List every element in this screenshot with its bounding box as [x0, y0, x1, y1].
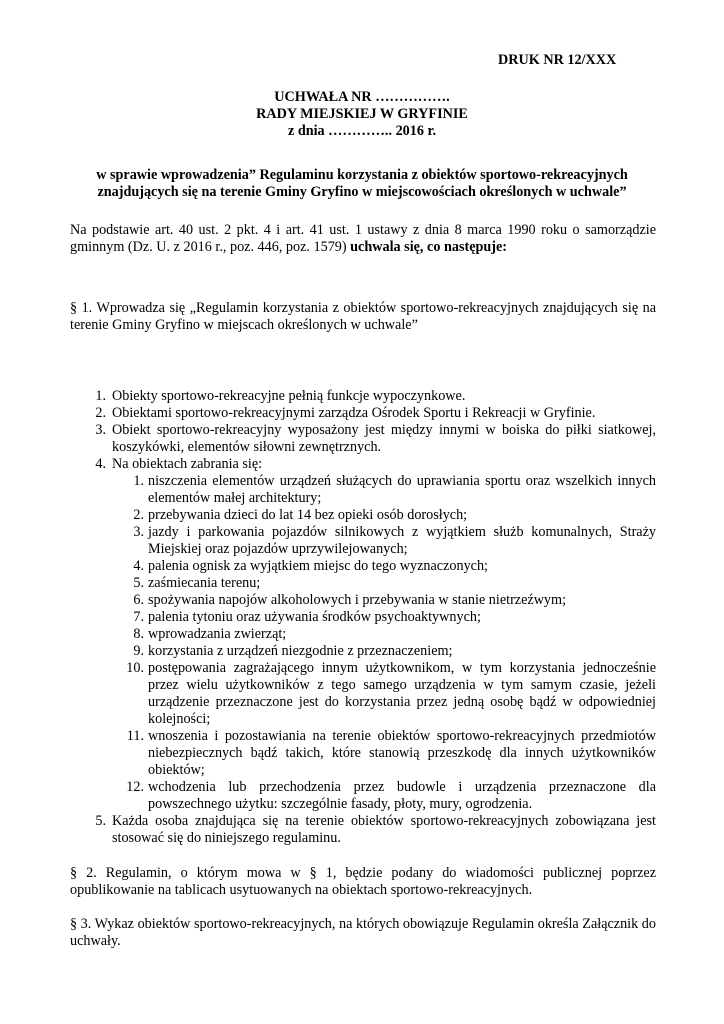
sublist-item-number: 3.	[133, 524, 144, 540]
sublist-item-number: 5.	[133, 575, 144, 591]
paragraph-3: § 3. Wykaz obiektów sportowo-rekreacyjnych, na których obowiązuje Regulamin określa Załącznik do uchwały.	[70, 916, 656, 949]
sublist-item: niszczenia elementów urządzeń służących do uprawiania sportu oraz wszelkich innych elementów małej architektury;	[148, 473, 656, 506]
legal-basis	[70, 222, 656, 256]
list-item-number: 3.	[95, 422, 106, 438]
sublist-item-number: 4.	[133, 558, 144, 574]
list-item: Na obiektach zabrania się:	[112, 456, 263, 472]
list-item-number: 4.	[95, 456, 106, 472]
sublist-item: palenia ognisk za wyjątkiem miejsc do tego wyznaczonych;	[148, 558, 488, 574]
sublist-item-number: 10.	[126, 660, 144, 676]
resolution-date: z dnia ………….. 2016 r.	[287, 123, 437, 139]
sublist-item-number: 9.	[133, 643, 144, 659]
sublist-item: przebywania dzieci do lat 14 bez opieki osób dorosłych;	[148, 507, 468, 523]
sublist-item: postępowania zagrażającego innym użytkownikom, w tym korzystania jednocześnie przez wielu użytkowników z tego samego urządzenia w tym samym czasie, jeżeli urządzenie przeznaczone jest do korzystania przez jedną osobę bądź w odpowiedniej kolejności;	[148, 660, 656, 727]
sublist-item-number: 2.	[133, 507, 144, 523]
paragraph-2: § 2. Regulamin, o którym mowa w § 1, będzie podany do wiadomości publicznej poprzez opublikowanie na tablicach usytuowanych na obiektach sportowo-rekreacyjnych.	[70, 865, 656, 898]
sublist-item: wnoszenia i pozostawiania na terenie obiektów sportowo-rekreacyjnych przedmiotów niebezpiecznych bądź takich, które stanowią przeszkodę dla innych użytkowników obiektów;	[148, 728, 656, 778]
list-item-number: 2.	[95, 405, 106, 421]
sublist-item-number: 6.	[133, 592, 144, 608]
druk-number: DRUK NR 12/XXX	[498, 52, 617, 68]
sublist-item: jazdy i parkowania pojazdów silnikowych z wyjątkiem służb komunalnych, Straży Miejskiej oraz pojazdów uprzywilejowanych;	[148, 524, 656, 557]
legal-basis-resolves: uchwala się, co następuje:	[350, 239, 508, 255]
sublist-item-number: 12.	[126, 779, 144, 795]
list-item-number: 5.	[95, 813, 106, 829]
list-item-number: 1.	[95, 388, 106, 404]
list-item: Obiekt sportowo-rekreacyjny wyposażony jest między innymi w boiska do piłki siatkowej, koszykówki, elementów siłowni zewnętrznych.	[112, 422, 656, 455]
legal-basis-text: Na podstawie art. 40 ust. 2 pkt. 4 i art. 41 ust. 1 ustawy z dnia 8 marca 1990 roku o samorządzie gminnym (Dz. U. z 2016 r., poz. 446, poz. 1579)	[70, 222, 656, 255]
subject-line-2: znajdujących się na terenie Gminy Gryfino w miejscowościach określonych w uchwale”	[97, 184, 627, 200]
list-item: Obiekty sportowo-rekreacyjne pełnią funkcje wypoczynkowe.	[112, 388, 466, 404]
sublist-item-number: 1.	[133, 473, 144, 489]
list-item: Obiektami sportowo-rekreacyjnymi zarządza Ośrodek Sportu i Rekreacji w Gryfinie.	[112, 405, 596, 421]
sublist-item: palenia tytoniu oraz używania środków psychoaktywnych;	[148, 609, 481, 625]
sublist-item: korzystania z urządzeń niezgodnie z przeznaczeniem;	[148, 643, 453, 659]
resolution-number: UCHWAŁA NR …………….	[274, 89, 450, 105]
sublist-item: wchodzenia lub przechodzenia przez budowle i urządzenia przeznaczone dla powszechnego użytku: szczególnie fasady, płoty, mury, ogrodzenia.	[148, 779, 656, 812]
sublist-item-number: 8.	[133, 626, 144, 642]
paragraph-1: § 1. Wprowadza się „Regulamin korzystania z obiektów sportowo-rekreacyjnych znajdujących się na terenie Gminy Gryfino w miejscach określonych w uchwale”	[70, 300, 656, 333]
sublist-item-number: 11.	[126, 728, 144, 744]
sublist-item: wprowadzania zwierząt;	[148, 626, 287, 642]
subject-line-1: w sprawie wprowadzenia” Regulaminu korzystania z obiektów sportowo-rekreacyjnych	[96, 167, 628, 183]
list-item: Każda osoba znajdująca się na terenie obiektów sportowo-rekreacyjnych zobowiązana jest stosować się do niniejszego regulaminu.	[112, 813, 656, 846]
council-name: RADY MIEJSKIEJ W GRYFINIE	[256, 106, 468, 122]
sublist-item: spożywania napojów alkoholowych i przebywania w stanie nietrzeźwym;	[148, 592, 567, 608]
sublist-item: zaśmiecania terenu;	[148, 575, 261, 591]
sublist-item-number: 7.	[133, 609, 144, 625]
